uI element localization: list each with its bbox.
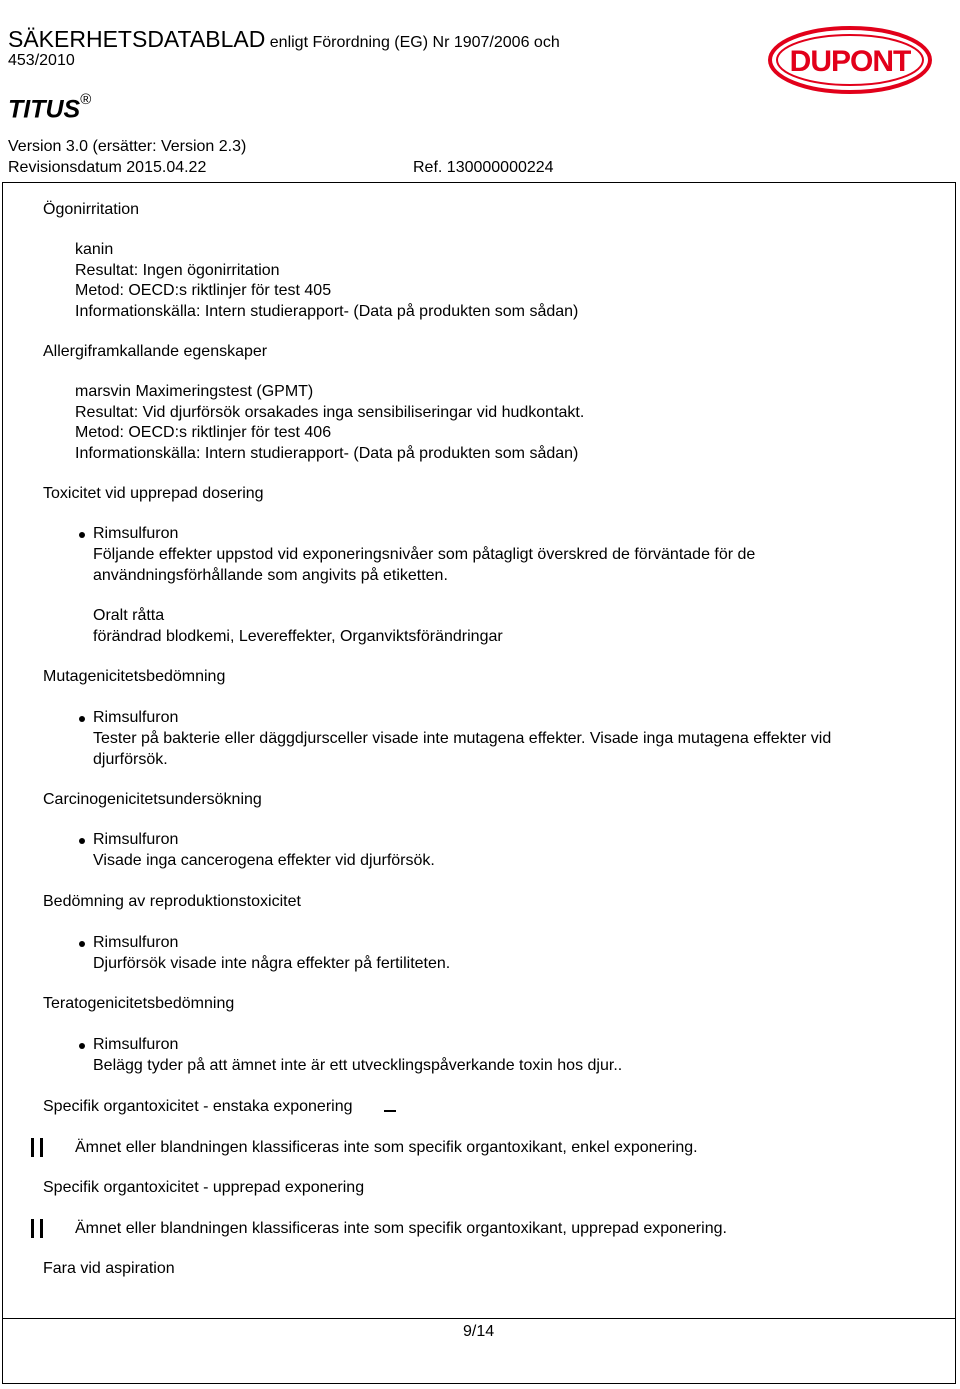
mutagenicity-substance: Rimsulfuron xyxy=(93,709,179,726)
product-name xyxy=(8,91,92,124)
repeated-dose-effects: förändrad blodkemi, Levereffekter, Organviktsförändringar xyxy=(93,628,503,645)
revision-date: Revisionsdatum 2015.04.22 xyxy=(8,159,207,176)
section-heading-aspiration: Fara vid aspiration xyxy=(43,1260,175,1277)
section-heading-repeated-dose: Toxicitet vid upprepad dosering xyxy=(43,485,264,502)
reference-number: Ref. 130000000224 xyxy=(413,159,554,176)
stot-single-text: Ämnet eller blandningen klassificeras inte som specifik organtoxikant, enkel exponering. xyxy=(75,1139,698,1156)
revision-mark-dash xyxy=(384,1110,396,1112)
mutagenicity-text-2: djurförsök. xyxy=(93,751,168,768)
bullet-icon xyxy=(79,941,85,947)
carcinogenicity-substance: Rimsulfuron xyxy=(93,831,179,848)
bullet-icon xyxy=(79,1043,85,1049)
section-heading-carcinogenicity: Carcinogenicitetsundersökning xyxy=(43,791,262,808)
eye-species: kanin xyxy=(75,241,114,258)
sensitization-test: marsvin Maximeringstest (GPMT) xyxy=(75,383,314,400)
page-number: 9/14 xyxy=(463,1323,495,1340)
document-title-sub: enligt Förordning (EG) Nr 1907/2006 och xyxy=(265,34,560,51)
section-heading-stot-repeated: Specifik organtoxicitet - upprepad exponering xyxy=(43,1179,365,1196)
eye-source: Informationskälla: Intern studierapport- (Data på produkten som sådan) xyxy=(75,303,579,320)
section-heading-sensitization: Allergiframkallande egenskaper xyxy=(43,343,268,360)
section-heading-stot-single: Specifik organtoxicitet - enstaka exponering xyxy=(43,1098,353,1115)
bullet-icon xyxy=(79,716,85,722)
revision-bar-icon xyxy=(31,1138,34,1157)
document-title-line2: 453/2010 xyxy=(8,52,75,69)
repeated-dose-species: Oralt råtta xyxy=(93,607,165,624)
content-frame xyxy=(2,182,956,1384)
revision-bar-icon xyxy=(31,1219,34,1238)
revision-bar-icon xyxy=(40,1138,43,1157)
mutagenicity-text-1: Tester på bakterie eller däggdjursceller visade inte mutagena effekter. Visade inga mutagena effekter vid xyxy=(93,730,832,747)
sensitization-result: Resultat: Vid djurförsök orsakades inga sensibiliseringar vid hudkontakt. xyxy=(75,404,585,421)
stot-repeated-text: Ämnet eller blandningen klassificeras inte som specifik organtoxikant, upprepad exponering. xyxy=(75,1220,727,1237)
document-title-main: SÄKERHETSDATABLAD xyxy=(8,26,266,52)
eye-method: Metod: OECD:s riktlinjer för test 405 xyxy=(75,282,332,299)
version-info: Version 3.0 (ersätter: Version 2.3) xyxy=(8,138,247,155)
repeated-dose-substance: Rimsulfuron xyxy=(93,525,179,542)
bullet-icon xyxy=(79,838,85,844)
dupont-logo xyxy=(768,26,932,94)
reproduction-text: Djurförsök visade inte några effekter på fertiliteten. xyxy=(93,955,451,972)
registered-mark: ® xyxy=(80,91,92,108)
reproduction-substance: Rimsulfuron xyxy=(93,934,179,951)
product-name-text: TITUS xyxy=(8,95,81,124)
teratogenicity-text: Belägg tyder på att ämnet inte är ett utvecklingspåverkande toxin hos djur.. xyxy=(93,1057,623,1074)
sensitization-source: Informationskälla: Intern studierapport- (Data på produkten som sådan) xyxy=(75,445,579,462)
logo-text: DUPONT xyxy=(789,45,911,78)
section-heading-reproduction: Bedömning av reproduktionstoxicitet xyxy=(43,893,301,910)
repeated-dose-text-2: användningsförhållande som angivits på etiketten. xyxy=(93,567,448,584)
bullet-icon xyxy=(79,532,85,538)
eye-result: Resultat: Ingen ögonirritation xyxy=(75,262,280,279)
document-title xyxy=(8,26,560,53)
carcinogenicity-text: Visade inga cancerogena effekter vid djurförsök. xyxy=(93,852,435,869)
repeated-dose-text-1: Följande effekter uppstod vid exponeringsnivåer som påtagligt överskred de förväntade för de xyxy=(93,546,756,563)
teratogenicity-substance: Rimsulfuron xyxy=(93,1036,179,1053)
sensitization-method: Metod: OECD:s riktlinjer för test 406 xyxy=(75,424,332,441)
section-heading-mutagenicity: Mutagenicitetsbedömning xyxy=(43,668,226,685)
footer-divider xyxy=(2,1318,956,1319)
section-heading-teratogenicity: Teratogenicitetsbedömning xyxy=(43,995,235,1012)
revision-bar-icon xyxy=(40,1219,43,1238)
section-heading-eye-irritation: Ögonirritation xyxy=(43,201,140,218)
